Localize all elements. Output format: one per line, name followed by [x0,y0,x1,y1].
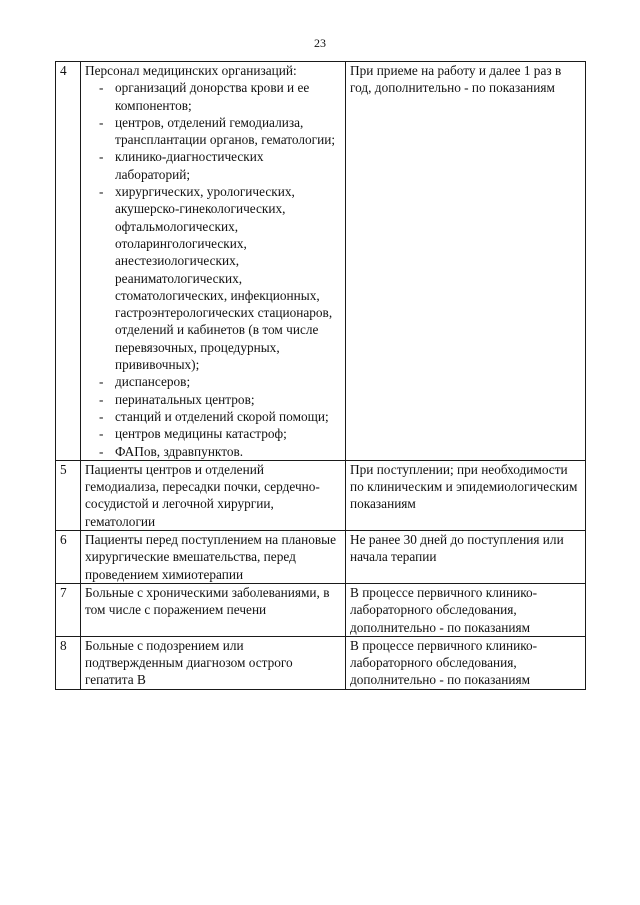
row-period: В процессе первичного клинико-лабораторного обследования, дополнительно - по показаниям [346,636,586,689]
row-number: 8 [56,636,81,689]
list-item: - клинико-диагностических лабораторий; [99,148,341,183]
row-period: В процессе первичного клинико-лабораторного обследования, дополнительно - по показаниям [346,583,586,636]
list-item: - хирургических, урологических, акушерско-гинекологических, офтальмологических, отоларингологических, анестезиологических, реаниматологических, стоматологических, инфекционных, гастроэнтерологических стационаров, отделений и кабинетов (в том числе перевязочных, процедурных, прививочных); [99,183,341,373]
row-description: Пациенты перед поступлением на плановые хирургические вмешательства, перед проведением химиотерапии [81,531,346,584]
list-item: - перинатальных центров; [99,391,341,408]
list-item: - диспансеров; [99,373,341,390]
row-number: 5 [56,460,81,530]
row-description: Больные с подозрением или подтвержденным диагнозом острого гепатита В [81,636,346,689]
row-number: 7 [56,583,81,636]
table-row [56,62,586,461]
row-description: Пациенты центров и отделений гемодиализа, пересадки почки, сердечно-сосудистой и легочной хирургии, гематологии [81,460,346,530]
row-number: 4 [56,62,81,461]
row-period: Не ранее 30 дней до поступления или начала терапии [346,531,586,584]
row-period: При поступлении; при необходимости по клиническим и эпидемиологическим показаниям [346,460,586,530]
list-item: - станций и отделений скорой помощи; [99,408,341,425]
table-row [56,636,586,689]
page-number: 23 [314,36,326,50]
list-item: - организаций донорства крови и ее компонентов; [99,79,341,114]
row-period: При приеме на работу и далее 1 раз в год, дополнительно - по показаниям [346,62,586,461]
row-description-heading: Персонал медицинских организаций: [85,63,297,78]
organization-list [85,79,341,460]
row-number: 6 [56,531,81,584]
table-row [56,460,586,530]
row-description [81,62,346,461]
list-item: - центров, отделений гемодиализа, трансплантации органов, гематологии; [99,114,341,149]
row-description: Больные с хроническими заболеваниями, в том числе с поражением печени [81,583,346,636]
table-row [56,583,586,636]
table-row [56,531,586,584]
screening-table [55,61,586,690]
list-item: - ФАПов, здравпунктов. [99,443,341,460]
list-item: - центров медицины катастроф; [99,425,341,442]
